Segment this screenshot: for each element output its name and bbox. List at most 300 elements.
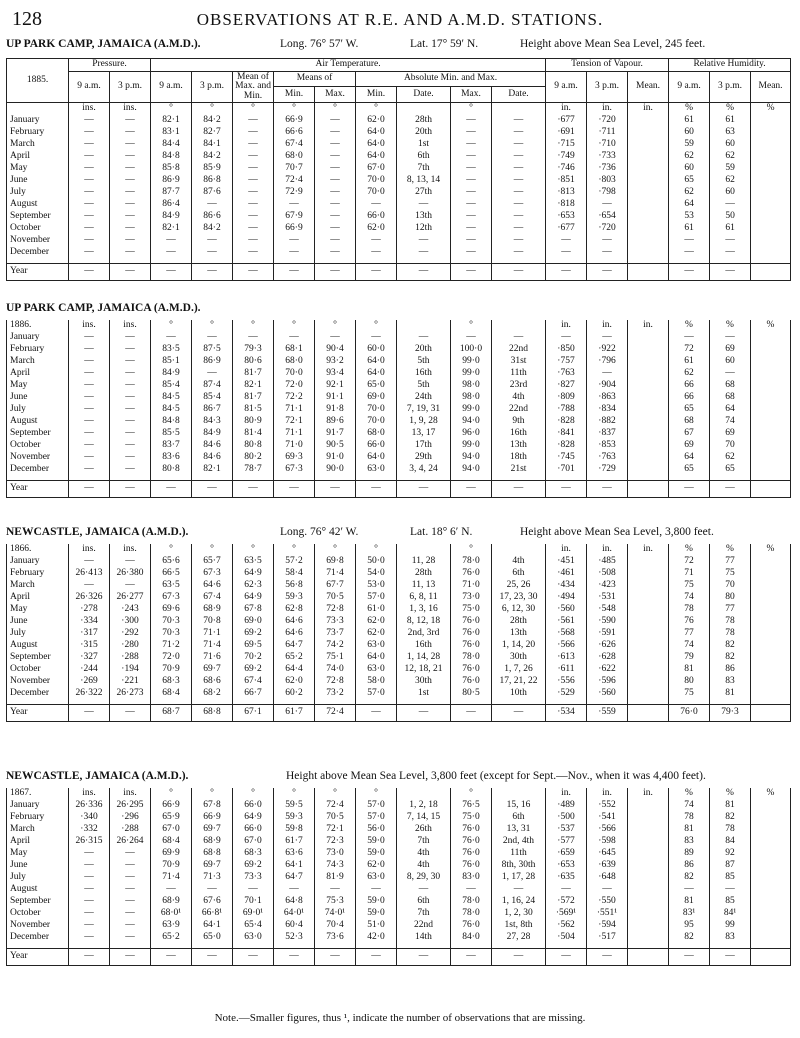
table-cell: 81 [669, 664, 710, 676]
table-cell: — [274, 481, 315, 498]
table-cell: 1, 14, 20 [492, 640, 546, 652]
table-cell: 61 [669, 223, 710, 235]
row-label: November [7, 920, 69, 932]
table-cell: 69·8 [315, 556, 356, 568]
table-row [7, 440, 791, 452]
table-cell: 64·6 [274, 616, 315, 628]
table-cell: ·517 [587, 932, 628, 944]
table-cell [492, 320, 546, 332]
table-cell: — [151, 235, 192, 247]
row-label: March [7, 356, 69, 368]
table-cell: 23rd [492, 380, 546, 392]
table-row [7, 676, 791, 688]
table-cell: 62·0 [356, 115, 397, 127]
table-cell: 12, 18, 21 [397, 664, 451, 676]
table-cell: ·653 [546, 211, 587, 223]
table-cell: — [110, 705, 151, 722]
table-cell: 72·0 [274, 380, 315, 392]
table-cell [751, 380, 791, 392]
table-cell: 67·0 [233, 836, 274, 848]
table-cell: 72·8 [315, 604, 356, 616]
table-cell: ·648 [587, 872, 628, 884]
table-cell: 78·0 [451, 908, 492, 920]
table-cell: — [233, 115, 274, 127]
table-cell: 1st [397, 688, 451, 700]
table-row [7, 580, 791, 592]
table-cell: 72·1 [274, 416, 315, 428]
table-cell: 28th [397, 115, 451, 127]
table-cell [751, 464, 791, 476]
table-cell: ·653 [546, 860, 587, 872]
table-cell: 58·4 [274, 568, 315, 580]
table-cell: — [315, 332, 356, 344]
table-cell: ·292 [110, 628, 151, 640]
table-cell: 64·6 [192, 580, 233, 592]
table-cell: — [492, 949, 546, 966]
table-cell: ·813 [546, 187, 587, 199]
table-cell: — [356, 247, 397, 259]
table-cell: — [233, 949, 274, 966]
table-cell: — [710, 949, 751, 966]
table-cell: — [492, 264, 546, 281]
table-cell: 98·0 [451, 380, 492, 392]
table-cell: ·863 [587, 392, 628, 404]
table-cell: 59·0 [356, 908, 397, 920]
table-cell: 63·9 [151, 920, 192, 932]
col-9am: 9 a.m. [546, 71, 587, 103]
table-cell: 56·8 [274, 580, 315, 592]
table-row [7, 556, 791, 568]
table-cell: 69·5 [233, 640, 274, 652]
table-cell [628, 836, 669, 848]
table-cell: 70·5 [315, 592, 356, 604]
table-cell: 68·0 [274, 356, 315, 368]
table-cell: 69·0 [356, 392, 397, 404]
table-cell: — [69, 452, 110, 464]
row-label: March [7, 580, 69, 592]
table-cell: ·552 [587, 800, 628, 812]
row-label: April [7, 592, 69, 604]
table-cell: 62·0 [274, 676, 315, 688]
table-cell: 68·0 [356, 428, 397, 440]
table-cell [751, 616, 791, 628]
table-cell: — [110, 175, 151, 187]
table-cell: 83 [710, 932, 751, 944]
table-cell: in. [546, 103, 587, 116]
table-cell: — [451, 163, 492, 175]
table-cell: — [492, 211, 546, 223]
table-cell: 87 [710, 860, 751, 872]
table-cell: 59·0 [356, 848, 397, 860]
table-cell: 70·3 [151, 616, 192, 628]
table-cell: 99·0 [451, 368, 492, 380]
table-cell: — [397, 199, 451, 211]
table-cell: 63·0 [356, 640, 397, 652]
table-cell: 66·0 [356, 211, 397, 223]
table-cell: 1, 2, 18 [397, 800, 451, 812]
table-cell [751, 264, 791, 281]
table-cell: in. [546, 544, 587, 556]
table-cell: 78 [710, 628, 751, 640]
table-cell: — [110, 428, 151, 440]
table-cell: 7, 19, 31 [397, 404, 451, 416]
table-cell: 86·9 [151, 175, 192, 187]
table-cell: 6th [492, 812, 546, 824]
table-cell: — [710, 235, 751, 247]
year-row [7, 481, 791, 498]
table-cell: ° [274, 320, 315, 332]
table-cell: 15, 16 [492, 800, 546, 812]
table-cell: 62 [710, 452, 751, 464]
table-cell: 20th [397, 127, 451, 139]
table-cell: 94·0 [451, 452, 492, 464]
table-cell: 82·1 [151, 115, 192, 127]
table-cell: 76·0 [451, 568, 492, 580]
table-cell: 4th [397, 860, 451, 872]
table-cell: — [315, 949, 356, 966]
table-cell: 68·4 [151, 688, 192, 700]
table-cell: — [315, 175, 356, 187]
table-cell: 78 [710, 824, 751, 836]
table-cell: 62 [669, 151, 710, 163]
table-cell: ·423 [587, 580, 628, 592]
table-cell: 70·0 [356, 404, 397, 416]
units-row [7, 544, 791, 556]
row-label: December [7, 932, 69, 944]
table-cell [628, 452, 669, 464]
table-cell: — [587, 235, 628, 247]
table-cell: — [110, 151, 151, 163]
table-cell: 64 [710, 404, 751, 416]
table-cell: 17, 23, 30 [492, 592, 546, 604]
table-cell: 64·7 [274, 872, 315, 884]
col-3pm: 3 p.m. [587, 71, 628, 103]
table-cell [628, 688, 669, 700]
table-cell: ·243 [110, 604, 151, 616]
table-cell: ·645 [587, 848, 628, 860]
table-cell [628, 556, 669, 568]
col-abs-min: Min. [356, 87, 397, 103]
table-cell [628, 920, 669, 932]
table-cell: — [69, 932, 110, 944]
table-cell: 31st [492, 356, 546, 368]
table-cell: — [192, 368, 233, 380]
table-cell: 59·0 [356, 896, 397, 908]
table-cell: 1, 17, 28 [492, 872, 546, 884]
table-cell: % [669, 544, 710, 556]
table-cell: in. [628, 320, 669, 332]
table-cell [628, 139, 669, 151]
table-cell: — [356, 705, 397, 722]
table-cell: ·853 [587, 440, 628, 452]
table-cell: 80·8 [151, 464, 192, 476]
table-cell [751, 604, 791, 616]
row-label: July [7, 628, 69, 640]
table-cell: ·577 [546, 836, 587, 848]
table-cell: 86·8 [192, 175, 233, 187]
table-cell: 5th [397, 356, 451, 368]
table-cell: — [110, 932, 151, 944]
table-cell [628, 908, 669, 920]
table-row [7, 199, 791, 211]
table-cell: 66·0 [233, 824, 274, 836]
table-cell: 69·7 [192, 664, 233, 676]
table-cell: 73·3 [233, 872, 274, 884]
table-cell: ° [192, 320, 233, 332]
table-cell [751, 676, 791, 688]
table-row [7, 824, 791, 836]
table-cell: — [192, 264, 233, 281]
table-cell: 64·6 [274, 628, 315, 640]
table-cell: ·763 [587, 452, 628, 464]
row-label: November [7, 452, 69, 464]
table-cell: % [710, 103, 751, 116]
table-row [7, 688, 791, 700]
table-cell: 4th [397, 848, 451, 860]
table-cell [751, 580, 791, 592]
table-cell: 6th [397, 151, 451, 163]
table-cell: ·635 [546, 872, 587, 884]
table-cell: ·882 [587, 416, 628, 428]
table-cell: ·300 [110, 616, 151, 628]
table-cell: 1st [397, 139, 451, 151]
table-cell: in. [587, 103, 628, 116]
table-cell [751, 404, 791, 416]
table-row [7, 932, 791, 944]
table-cell: 72·4 [315, 800, 356, 812]
table-cell: 70·0 [356, 416, 397, 428]
row-label: March [7, 824, 69, 836]
table-cell: 16th [492, 428, 546, 440]
table-cell: — [110, 392, 151, 404]
table-row [7, 211, 791, 223]
table-cell: 85·4 [192, 392, 233, 404]
row-label: October [7, 223, 69, 235]
table-cell: ° [151, 103, 192, 116]
table-cell: — [451, 235, 492, 247]
table-cell [628, 247, 669, 259]
table-cell: 26·264 [110, 836, 151, 848]
table-cell [397, 788, 451, 800]
table-cell: 13, 31 [492, 824, 546, 836]
table-cell [628, 664, 669, 676]
table-cell: 78·0 [451, 556, 492, 568]
table-row [7, 664, 791, 676]
table-cell: ·796 [587, 356, 628, 368]
table-cell: — [151, 884, 192, 896]
table-cell: — [69, 344, 110, 356]
table-row [7, 175, 791, 187]
table-cell: 4th [492, 556, 546, 568]
table-cell: 75 [710, 568, 751, 580]
table-cell: 68·9 [192, 836, 233, 848]
table-cell: 67·7 [315, 580, 356, 592]
table-cell: 1, 9, 28 [397, 416, 451, 428]
table-cell: 72·4 [315, 705, 356, 722]
table-cell: ° [192, 103, 233, 116]
table-cell: 87·6 [192, 187, 233, 199]
table-cell: — [587, 884, 628, 896]
table-cell: — [315, 187, 356, 199]
table-cell: 64·0 [356, 368, 397, 380]
table-cell: 68·3 [151, 676, 192, 688]
row-label: July [7, 404, 69, 416]
table-cell: 83·7 [151, 440, 192, 452]
table-cell: 7th [397, 163, 451, 175]
table-cell: 73·0 [451, 592, 492, 604]
table-cell: ·551¹ [587, 908, 628, 920]
table-cell [751, 556, 791, 568]
table-cell: 71·1 [274, 404, 315, 416]
table-cell: 26·277 [110, 592, 151, 604]
table-cell [628, 187, 669, 199]
table-cell: 80 [710, 592, 751, 604]
table-cell [628, 404, 669, 416]
table-cell: 5th [397, 380, 451, 392]
table-cell: 68·9 [192, 604, 233, 616]
table-cell [751, 568, 791, 580]
col-3pm: 3 p.m. [192, 71, 233, 103]
table-cell: — [110, 139, 151, 151]
table-cell: 8th, 30th [492, 860, 546, 872]
table-cell: 71·1 [274, 428, 315, 440]
table-cell: 61·7 [274, 705, 315, 722]
table-row [7, 872, 791, 884]
table-cell: 99·0 [451, 440, 492, 452]
table-cell: — [69, 464, 110, 476]
table-cell: ·763 [546, 368, 587, 380]
table-row [7, 452, 791, 464]
table-cell [751, 932, 791, 944]
table-cell: — [69, 404, 110, 416]
table-cell: — [669, 481, 710, 498]
table-cell [751, 139, 791, 151]
table-cell: — [451, 211, 492, 223]
table-cell [628, 175, 669, 187]
table-cell [628, 800, 669, 812]
table-cell: ° [151, 788, 192, 800]
table-cell: 8, 13, 14 [397, 175, 451, 187]
table-cell: 63·5 [233, 556, 274, 568]
table-cell: ° [274, 544, 315, 556]
table-cell: 70·5 [315, 812, 356, 824]
col-9am: 9 a.m. [669, 71, 710, 103]
table-cell: ·550 [587, 896, 628, 908]
row-label: November [7, 676, 69, 688]
table-cell: 69·6 [151, 604, 192, 616]
row-label: December [7, 464, 69, 476]
table-cell: 76·0 [669, 705, 710, 722]
table-cell: 87·7 [151, 187, 192, 199]
table-cell: 64·4 [274, 664, 315, 676]
table-cell [628, 440, 669, 452]
table-cell: 69·0¹ [233, 908, 274, 920]
table-cell: — [451, 175, 492, 187]
table-cell: 61 [669, 356, 710, 368]
table-cell: 70·1 [233, 896, 274, 908]
table-cell: 68·3 [233, 848, 274, 860]
table-cell: 60·4 [274, 920, 315, 932]
table-row [7, 652, 791, 664]
table-cell: % [751, 788, 791, 800]
table-cell [751, 628, 791, 640]
table-cell: 8, 12, 18 [397, 616, 451, 628]
table-cell: ·591 [587, 628, 628, 640]
table-cell: — [274, 199, 315, 211]
table-cell: 84·4 [151, 139, 192, 151]
table-cell: 64·7 [274, 640, 315, 652]
table-cell: 85·8 [151, 163, 192, 175]
table-cell: ·317 [69, 628, 110, 640]
table-cell: — [451, 332, 492, 344]
table-cell [751, 199, 791, 211]
table-cell: 66·8¹ [192, 908, 233, 920]
table-cell: 60 [710, 356, 751, 368]
table-cell: 64·0 [356, 139, 397, 151]
table-cell: — [397, 247, 451, 259]
table-cell: — [356, 235, 397, 247]
table-cell: — [492, 115, 546, 127]
table-cell: 28th [492, 616, 546, 628]
table-cell: 2nd, 4th [492, 836, 546, 848]
table-cell [628, 223, 669, 235]
table-cell: 82 [669, 872, 710, 884]
table-cell: — [69, 151, 110, 163]
table-cell: ·537 [546, 824, 587, 836]
table-cell: ° [315, 544, 356, 556]
table-cell: — [315, 247, 356, 259]
table-cell: — [315, 481, 356, 498]
table-cell [628, 481, 669, 498]
table-cell: ° [356, 544, 397, 556]
table-cell: 84·3 [192, 416, 233, 428]
table-cell: 72·9 [274, 187, 315, 199]
table-cell: — [69, 264, 110, 281]
table-cell: — [192, 481, 233, 498]
table-cell: 67·8 [233, 604, 274, 616]
table-cell: 64·9 [233, 812, 274, 824]
table-cell: — [587, 949, 628, 966]
table-cell: 60 [710, 187, 751, 199]
table-cell: 25, 26 [492, 580, 546, 592]
table-cell: 83·0 [451, 872, 492, 884]
table-cell: 61·7 [274, 836, 315, 848]
table-cell: — [587, 199, 628, 211]
table-cell: 69·9 [151, 848, 192, 860]
table-cell: — [151, 332, 192, 344]
row-label: April [7, 368, 69, 380]
table-cell: 84·1 [192, 139, 233, 151]
table-cell: 81·5 [233, 404, 274, 416]
table-cell: 67·8 [192, 800, 233, 812]
table-cell: 81 [710, 800, 751, 812]
row-label: February [7, 344, 69, 356]
table-cell: 1, 7, 26 [492, 664, 546, 676]
table-cell: — [233, 884, 274, 896]
table-cell: ·334 [69, 616, 110, 628]
table-cell: 66·0 [356, 440, 397, 452]
table-cell: — [451, 705, 492, 722]
table-cell: — [110, 949, 151, 966]
table-cell: — [110, 368, 151, 380]
table-cell: 71·2 [151, 640, 192, 652]
table-row [7, 368, 791, 380]
table-cell: 56·0 [356, 824, 397, 836]
table-cell [751, 884, 791, 896]
table-cell: ·628 [587, 652, 628, 664]
table-cell [751, 800, 791, 812]
table-cell: 65·2 [151, 932, 192, 944]
